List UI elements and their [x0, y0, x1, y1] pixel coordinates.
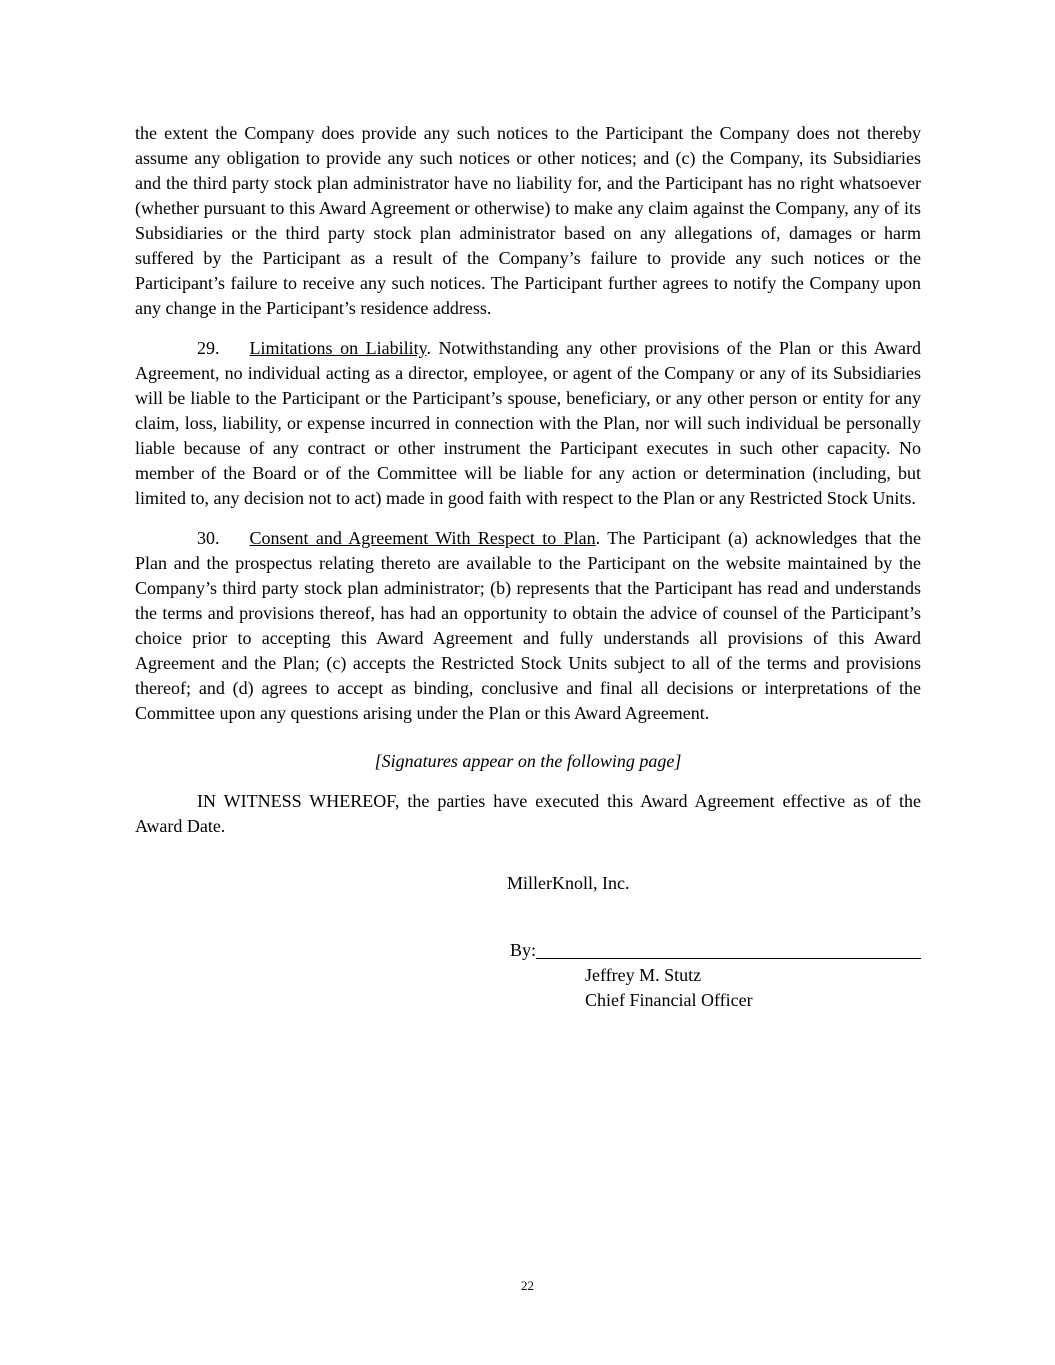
section-29-body: . Notwithstanding any other provisions of the Plan or this Award Agreement, no individual acting as a director, employee, or agent of the Company or any of its Subsidiaries will be liable to the Participant or the Participant’s spouse, beneficiary, or any other person or entity for any claim, loss, liability, or expense incurred in connection with the Plan, nor will such individual be personally liable because of any contract or other instrument the Participant executes in such other capacity. No member of the Board or of the Committee will be liable for any action or determination (including, but limited to, any decision not to act) made in good faith with respect to the Plan or any Restricted Stock Units.: [135, 338, 921, 508]
signatory-name: Jeffrey M. Stutz: [585, 965, 702, 985]
witness-paragraph: [135, 789, 921, 839]
section-30-heading: Consent and Agreement With Respect to Plan: [249, 528, 596, 548]
by-label: By:: [510, 940, 537, 960]
signatures-note-text: [Signatures appear on the following page]: [374, 751, 682, 771]
section-29-paragraph: [135, 336, 921, 511]
section-29-heading: Limitations on Liability: [249, 338, 427, 358]
signatory-block: [585, 963, 921, 1013]
witness-paragraph-text: IN WITNESS WHEREOF, the parties have executed this Award Agreement effective as of the Award Date.: [135, 791, 921, 836]
signatory-title: Chief Financial Officer: [585, 990, 753, 1010]
section-30-paragraph: [135, 526, 921, 726]
continuation-paragraph-text: the extent the Company does provide any such notices to the Participant the Company does not thereby assume any obligation to provide any such notices or other notices; and (c) the Company, its Subsidiaries and the third party stock plan administrator have no liability for, and the Participant has no right whatsoever (whether pursuant to this Award Agreement or otherwise) to make any claim against the Company, any of its Subsidiaries or the third party stock plan administrator based on any allegations of, damages or harm suffered by the Participant as a result of the Company’s failure to provide any such notices or the Participant’s failure to receive any such notices. The Participant further agrees to notify the Company upon any change in the Participant’s residence address.: [135, 123, 921, 318]
signature-by-row: [510, 938, 921, 963]
section-30-body: . The Participant (a) acknowledges that the Plan and the prospectus relating thereto are available to the Participant on the website maintained by the Company’s third party stock plan administrator; (b) represents that the Participant has read and understands the terms and provisions thereof, has had an opportunity to obtain the advice of counsel of the Participant’s choice prior to accepting this Award Agreement and fully understands all provisions of this Award Agreement and the Plan; (c) accepts the Restricted Stock Units subject to all of the terms and provisions thereof; and (d) agrees to accept as binding, conclusive and final all decisions or interpretations of the Committee upon any questions arising under the Plan or this Award Agreement.: [135, 528, 922, 723]
continuation-paragraph: [135, 121, 921, 321]
document-content: [135, 121, 921, 1013]
page-number: 22: [521, 1278, 534, 1293]
company-name-text: MillerKnoll, Inc.: [507, 873, 630, 893]
signatures-note: [135, 749, 921, 774]
section-30-number: 30.: [197, 528, 220, 548]
company-name: [507, 871, 921, 896]
section-29-number: 29.: [197, 338, 220, 358]
signature-line: [536, 957, 921, 959]
